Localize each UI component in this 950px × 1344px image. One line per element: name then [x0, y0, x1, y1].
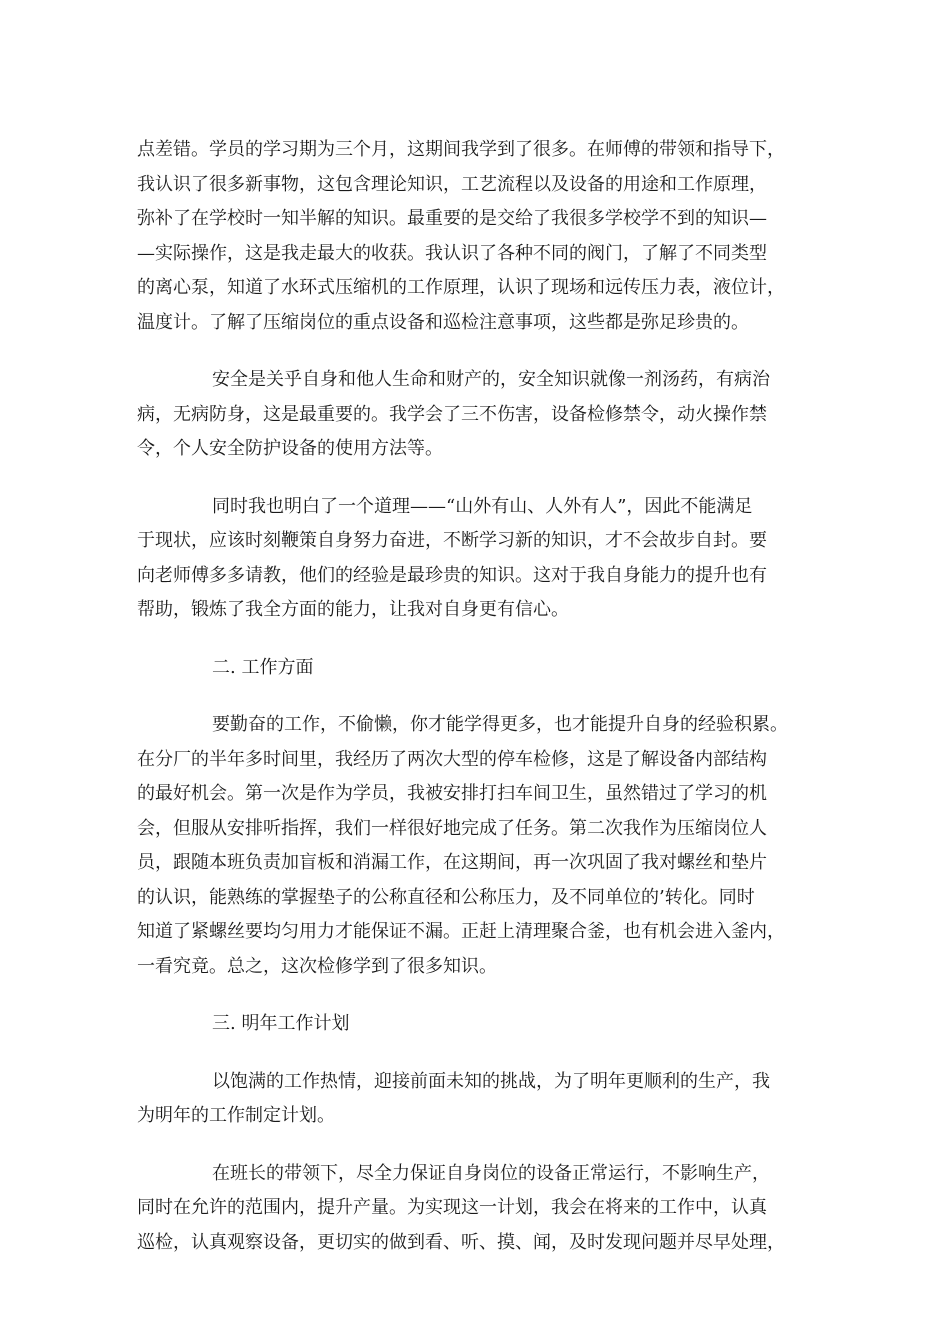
text-line: 病，无病防身，这是最重要的。我学会了三不伤害，设备检修禁令，动火操作禁 [137, 403, 767, 425]
text-line: 为明年的工作制定计划。 [137, 1105, 335, 1126]
text-line: 温度计。了解了压缩岗位的重点设备和巡检注意事项，这些都是弥足珍贵的。 [137, 311, 749, 333]
heading-text: 三. 明年工作计划 [212, 1013, 350, 1034]
text-line: 同时在允许的范围内，提升产量。为实现这一计划，我会在将来的工作中，认真 [137, 1197, 767, 1218]
text-line: 点差错。学员的学习期为三个月，这期间我学到了很多。在师傅的带领和指导下， [137, 139, 785, 160]
text-line: —实际操作，这是我走最大的收获。我认识了各种不同的阀门，了解了不同类型 [137, 242, 767, 264]
text-line: 一看究竟。总之，这次检修学到了很多知识。 [137, 955, 497, 977]
text-line: 于现状，应该时刻鞭策自身努力奋进，不断学习新的知识，才不会故步自封。要 [137, 530, 767, 551]
text-line: 员，跟随本班负责加盲板和消漏工作，在这期间，再一次巩固了我对螺丝和垫片 [137, 852, 767, 873]
paragraph-2 [137, 363, 819, 467]
text-line: 以饱满的工作热情，迎接前面未知的挑战，为了明年更顺利的生产，我 [212, 1070, 770, 1092]
text-line: 同时我也明白了一个道理——“山外有山、人外有人”，因此不能满足 [212, 495, 753, 517]
text-line: 的离心泵，知道了水环式压缩机的工作原理，认识了现场和远传压力表，液位计， [137, 277, 785, 298]
paragraph-3 [137, 490, 819, 628]
heading-text: 二. 工作方面 [212, 656, 314, 678]
text-line: 令，个人安全防护设备的使用方法等。 [137, 438, 443, 459]
paragraph-8 [137, 1157, 819, 1261]
section-heading-plan [137, 1007, 819, 1042]
text-line: 会，但服从安排听指挥，我们一样很好地完成了任务。第二次我作为压缩岗位人 [137, 817, 767, 839]
paragraph-5 [137, 708, 819, 984]
paragraph-7 [137, 1065, 819, 1134]
text-line: 要勤奋的工作，不偷懒，你才能学得更多，也才能提升自身的经验积累。 [212, 714, 788, 735]
text-line: 的最好机会。第一次是作为学员，我被安排打扫车间卫生，虽然错过了学习的机 [137, 783, 767, 804]
text-line: 在分厂的半年多时间里，我经历了两次大型的停车检修，这是了解设备内部结构 [137, 748, 767, 770]
text-line: 的认识，能熟练的掌握垫子的公称直径和公称压力，及不同单位的’转化。同时 [137, 886, 755, 908]
document-page [137, 133, 819, 1283]
text-line: 弥补了在学校时一知半解的知识。最重要的是交给了我很多学校学不到的知识— [137, 208, 767, 229]
text-line: 在班长的带领下，尽全力保证自身岗位的设备正常运行，不影响生产， [212, 1162, 770, 1184]
text-line: 帮助，锻炼了我全方面的能力，让我对自身更有信心。 [137, 599, 569, 620]
section-heading-work [137, 651, 819, 686]
text-line: 安全是关乎自身和他人生命和财产的，安全知识就像一剂汤药，有病治 [212, 369, 770, 390]
text-line: 向老师傅多多请教，他们的经验是最珍贵的知识。这对于我自身能力的提升也有 [137, 564, 767, 586]
text-line: 我认识了很多新事物，这包含理论知识，工艺流程以及设备的用途和工作原理， [137, 173, 767, 195]
text-line: 巡检，认真观察设备，更切实的做到看、听、摸、闻，及时发现问题并尽早处理， [137, 1231, 785, 1253]
text-line: 知道了紧螺丝要均匀用力才能保证不漏。正赶上清理聚合釜，也有机会进入釜内， [137, 921, 785, 942]
paragraph-1 [137, 133, 819, 340]
